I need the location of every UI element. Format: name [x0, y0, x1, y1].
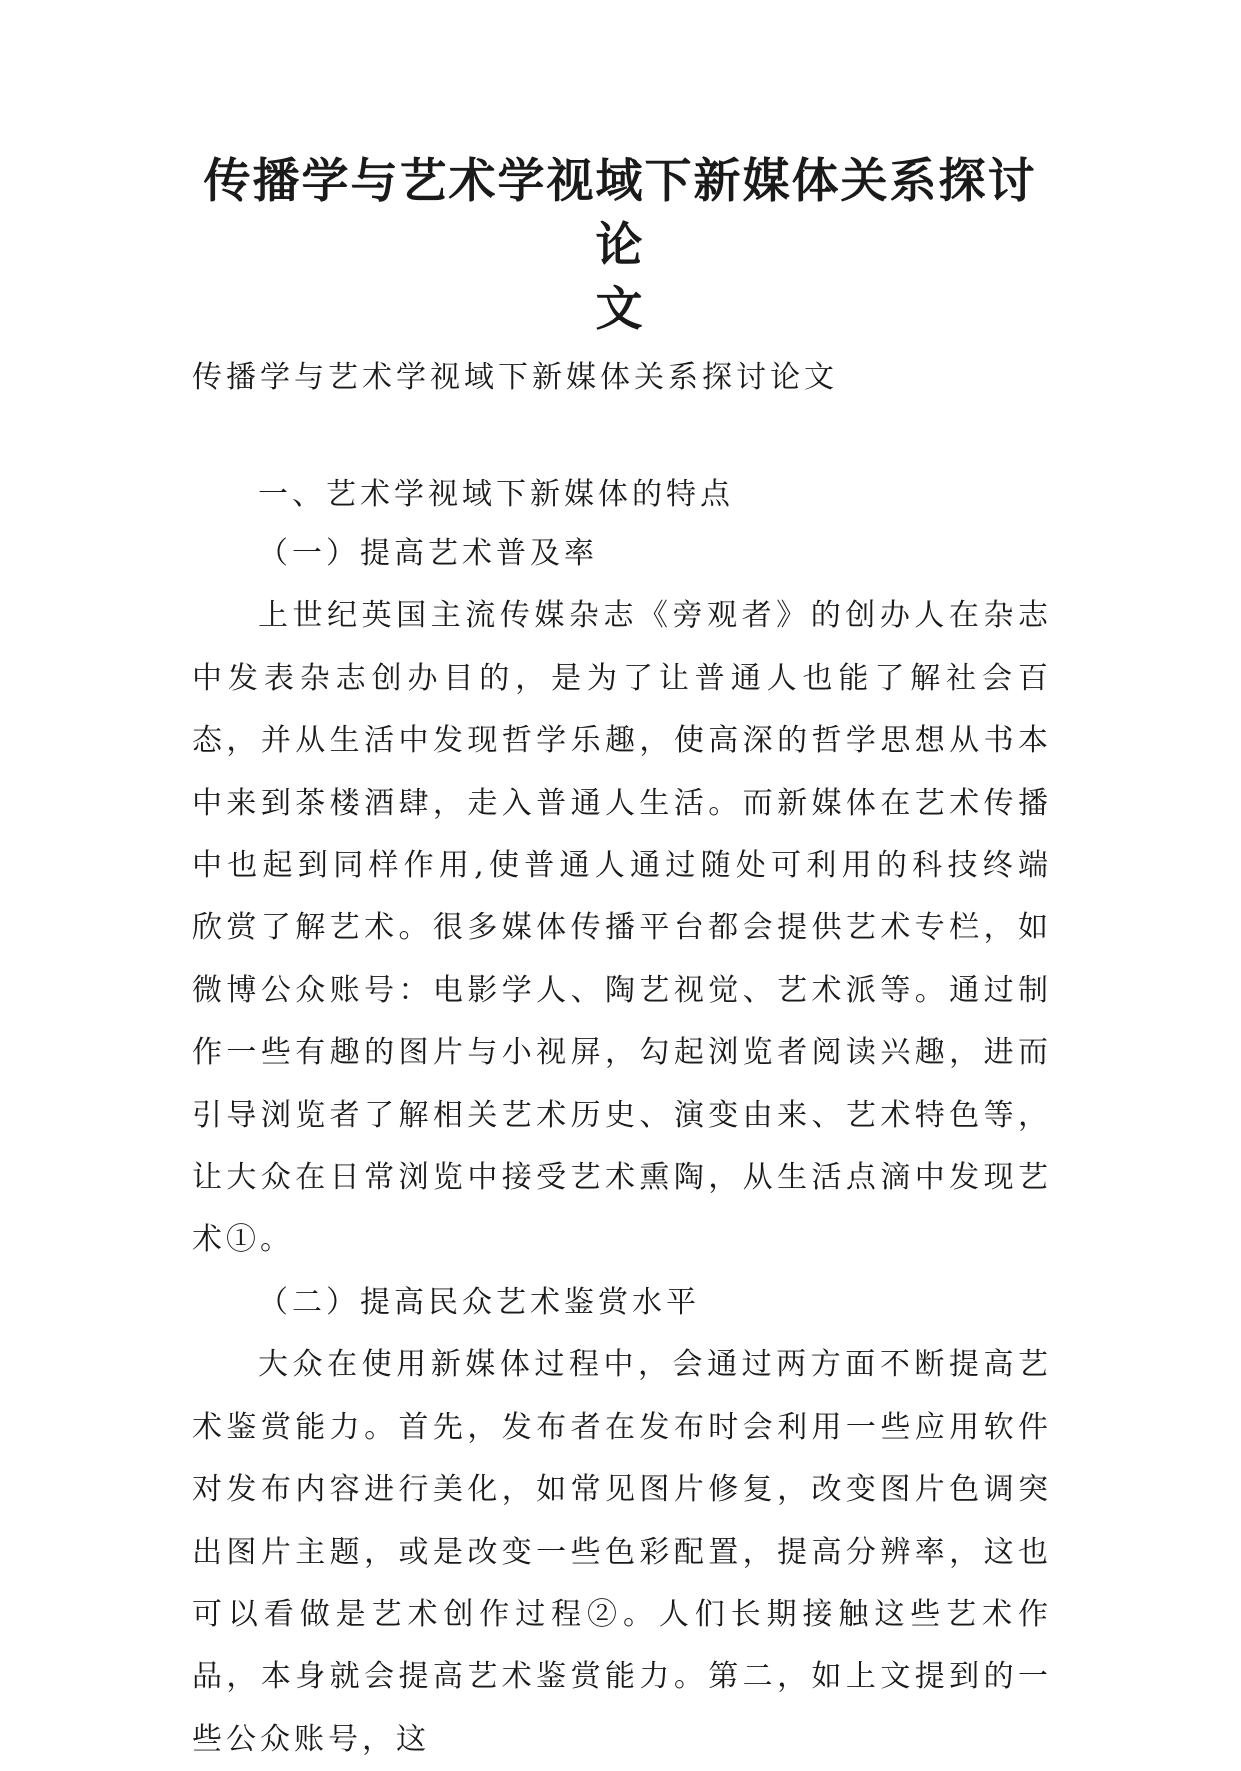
document-subtitle: 传播学与艺术学视域下新媒体关系探讨论文 — [192, 360, 838, 395]
subsection-heading-1: （一）提高艺术普及率 — [258, 536, 598, 571]
section-heading: 一、艺术学视域下新媒体的特点 — [258, 477, 734, 512]
body-flow — [192, 523, 1052, 1771]
document-title — [180, 150, 1060, 342]
title-line-2: 文 — [595, 282, 645, 337]
paragraph-1: 上世纪英国主流传媒杂志《旁观者》的创办人在杂志中发表杂志创办目的，是为了让普通人也能了解社会百态，并从生活中发现哲学乐趣，使高深的哲学思想从书本中来到茶楼酒肆，走入普通人生活。而新媒体在艺术传播中也起到同样作用,使普通人通过随处可利用的科技终端欣赏了解艺术。很多媒体传播平台都会提供艺术专栏，如微博公众账号：电影学人、陶艺视觉、艺术派等。通过制作一些有趣的图片与小视屏，勾起浏览者阅读兴趣，进而引导浏览者了解相关艺术历史、演变由来、艺术特色等，让大众在日常浏览中接受艺术熏陶，从生活点滴中发现艺术①。 — [192, 598, 1052, 1258]
subsection-heading-2: （二）提高民众艺术鉴赏水平 — [258, 1284, 700, 1320]
paragraph-2: 大众在使用新媒体过程中，会通过两方面不断提高艺术鉴赏能力。首先，发布者在发布时会利用一些应用软件对发布内容进行美化，如常见图片修复，改变图片色调突出图片主题，或是改变一些色彩配置，提高分辨率，这也可以看做是艺术创作过程②。人们长期接触这些艺术作品，本身就会提高艺术鉴赏能力。第二，如上文提到的一些公众账号，这 — [192, 1347, 1052, 1757]
title-line-1: 传播学与艺术学视域下新媒体关系探讨论 — [203, 154, 1037, 273]
